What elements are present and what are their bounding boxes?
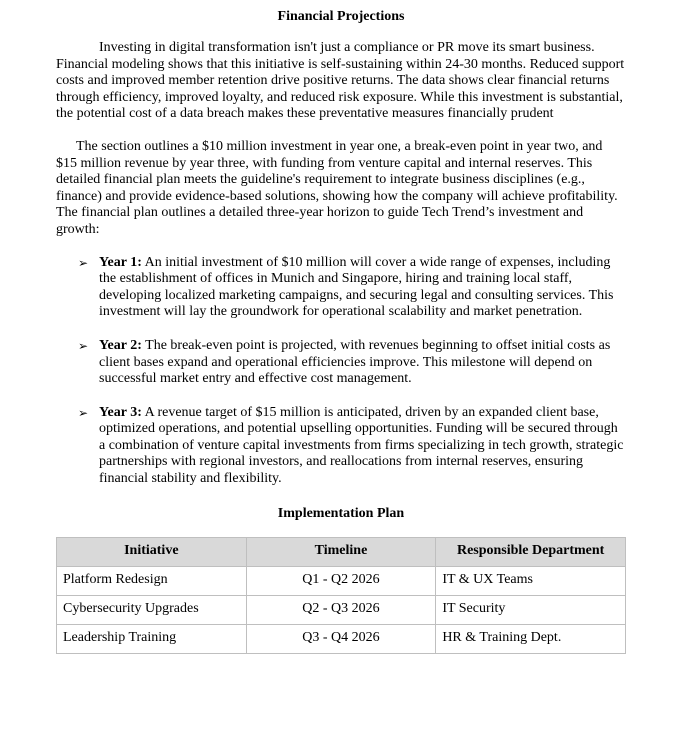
bullet-text: A revenue target of $15 million is anticipated, driven by an expanded client base, optimized operations, and potential upselling opportunities. Funding will be secured through a combination of venture capital investments from firms specializing in tech growth, strategic partnerships with regional investors, and reallocations from internal reserves, ensuring financial stability and flexibility. xyxy=(99,404,624,487)
cell-department: HR & Training Dept. xyxy=(436,624,626,653)
cell-department: IT Security xyxy=(436,595,626,624)
table-row xyxy=(57,624,626,653)
overview-paragraph: The section outlines a $10 million investment in year one, a break-even point in year two, and $15 million revenue by year three, with funding from venture capital and internal reserves. This detailed financial plan meets the guideline's requirement to integrate business disciplines (e.g., finance) and provide evidence-based solutions, showing how the company will achieve profitability. The financial plan outlines a detailed three-year horizon to guide Tech Trend’s investment and growth: xyxy=(56,138,618,237)
bullet-year-1 xyxy=(56,255,626,321)
implementation-table xyxy=(56,537,626,654)
cell-timeline: Q1 - Q2 2026 xyxy=(246,566,436,595)
header-initiative: Initiative xyxy=(57,537,247,566)
implementation-plan-title: Implementation Plan xyxy=(277,505,405,521)
header-responsible-department: Responsible Department xyxy=(436,537,626,566)
section-title: Financial Projections xyxy=(277,9,405,24)
table-row xyxy=(57,595,626,624)
year-bullet-list xyxy=(56,255,626,488)
bullet-text: An initial investment of $10 million will cover a wide range of expenses, including the establishment of offices in Munich and Singapore, hiring and training local staff, developing localized marketing campaigns, and securing legal and consulting services. This investment will lay the groundwork for operational scalability and market penetration. xyxy=(99,254,614,320)
table-header-row xyxy=(57,537,626,566)
bullet-lead: Year 3: xyxy=(99,404,142,420)
cell-initiative: Platform Redesign xyxy=(57,566,247,595)
cell-timeline: Q2 - Q3 2026 xyxy=(246,595,436,624)
table-row xyxy=(57,566,626,595)
bullet-year-2 xyxy=(56,338,626,388)
arrow-bullet-icon: ➢ xyxy=(78,405,89,420)
bullet-year-3 xyxy=(56,405,626,488)
arrow-bullet-icon: ➢ xyxy=(78,255,89,270)
bullet-lead: Year 1: xyxy=(99,254,142,270)
header-timeline: Timeline xyxy=(246,537,436,566)
cell-initiative: Cybersecurity Upgrades xyxy=(57,595,247,624)
arrow-bullet-icon: ➢ xyxy=(78,338,89,353)
intro-paragraph: Investing in digital transformation isn't just a compliance or PR move its smart business. Financial modeling shows that this initiative is self-sustaining within 24-30 months. Reduced support costs and improved member retention drive positive returns. The data shows clear financial returns through efficiency, improved loyalty, and reduced risk exposure. While this investment is substantial, the potential cost of a data breach makes these preventative measures financially prudent xyxy=(56,40,625,122)
bullet-lead: Year 2: xyxy=(99,337,142,353)
cell-initiative: Leadership Training xyxy=(57,624,247,653)
document-page xyxy=(56,8,626,654)
cell-timeline: Q3 - Q4 2026 xyxy=(246,624,436,653)
bullet-text: The break-even point is projected, with revenues beginning to offset initial costs as client bases expand and operational efficiencies improve. This milestone will depend on successful market entry and effective cost management. xyxy=(99,337,611,387)
cell-department: IT & UX Teams xyxy=(436,566,626,595)
